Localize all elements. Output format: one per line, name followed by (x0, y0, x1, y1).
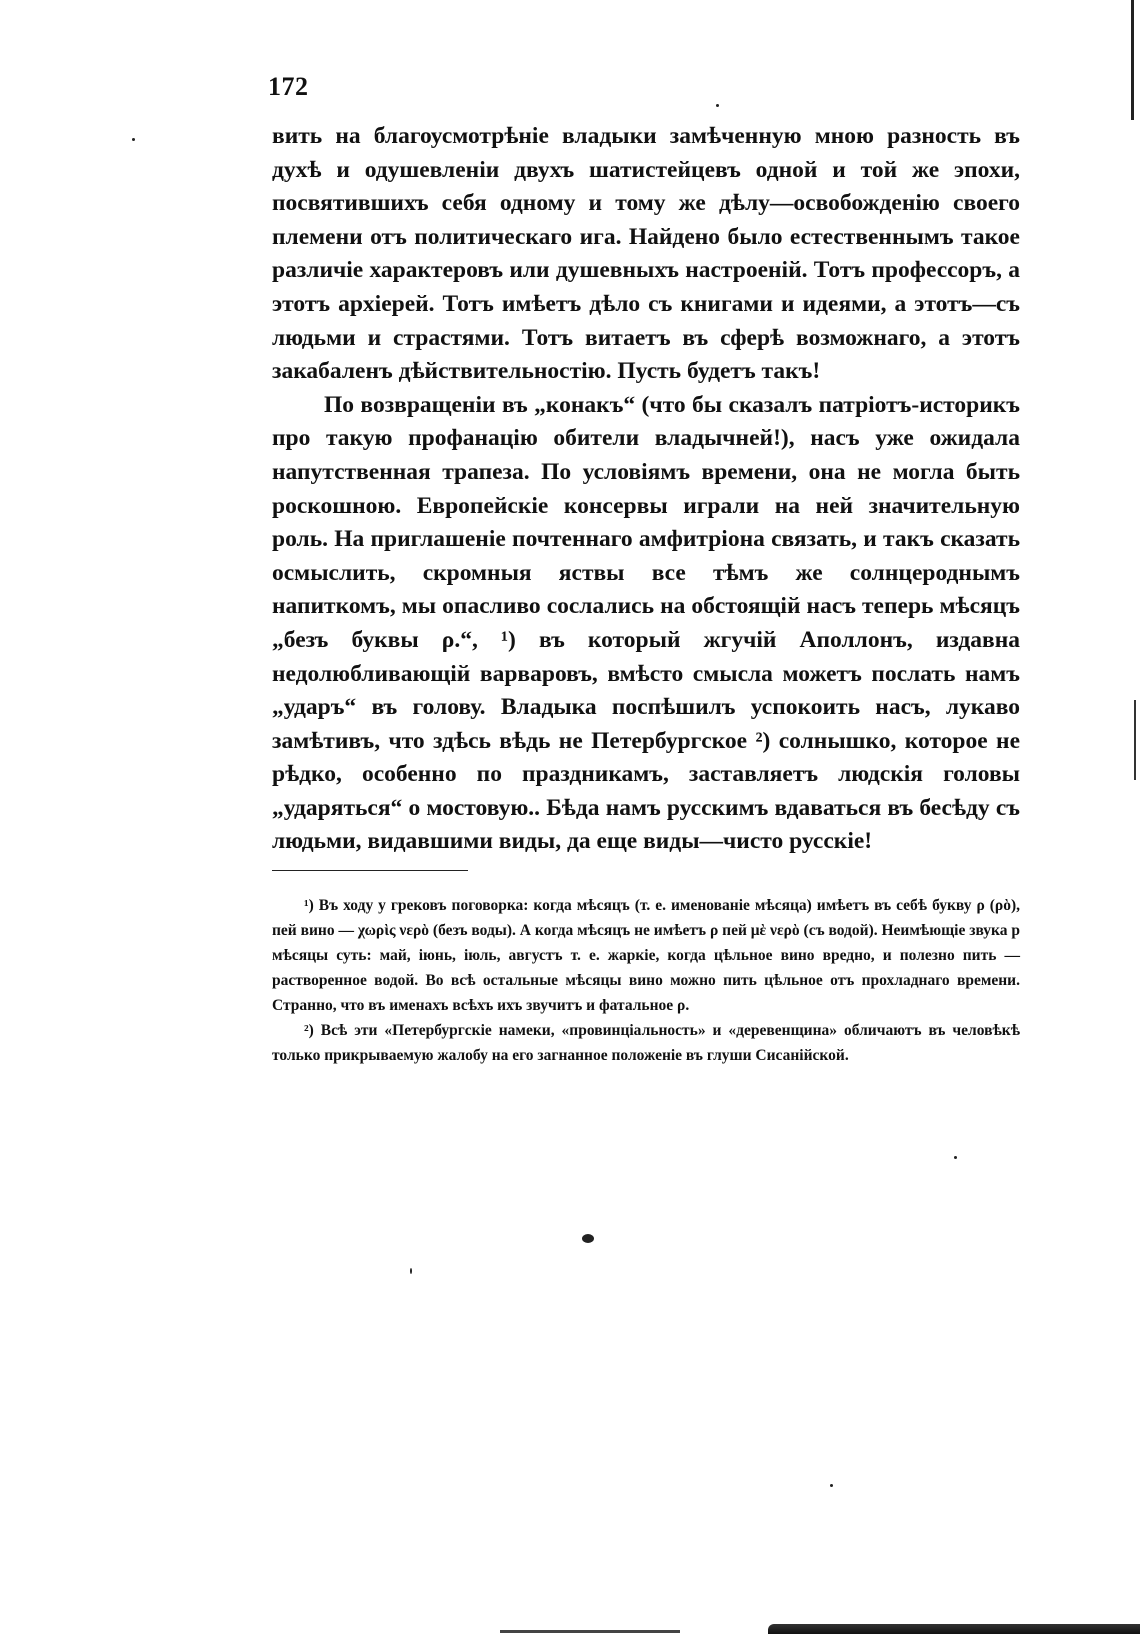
main-text (272, 120, 1020, 859)
scan-speck (582, 1234, 594, 1243)
scan-edge-mark (768, 1624, 1140, 1634)
paragraph: вить на благоусмотрѣніе владыки замѣченную мною разность въ духѣ и одушевленіи двухъ шатистейцевъ одной и той же эпохи, посвятившихъ себя одному и тому же дѣлу—освобожденію своего племени отъ политическаго ига. Найдено было естественнымъ такое различіе характеровъ или душевныхъ настроеній. Тотъ профессоръ, а этотъ архіерей. Тотъ имѣетъ дѣло съ книгами и идеями, а этотъ—съ людьми и страстями. Тотъ витаетъ въ сферѣ возможнаго, а этотъ закабаленъ дѣйствительностію. Пусть будетъ такъ! (272, 123, 1020, 385)
scan-edge-mark (500, 1630, 680, 1633)
scan-speck (132, 138, 135, 141)
scan-speck (830, 1484, 833, 1487)
scan-edge-mark (1131, 0, 1134, 120)
footnotes (272, 893, 1020, 1068)
paragraph: По возвращеніи въ „конакъ“ (что бы сказалъ патріотъ-историкъ про такую профанацію обители владычней!), насъ уже ожидала напутственная трапеза. По условіямъ времени, она не могла быть роскошною. Европейскіе консервы играли на ней значительную роль. На приглашеніе почтеннаго амфитріона связать, и такъ сказать осмыслить, скромныя яствы все тѣмъ же солнцероднымъ напиткомъ, мы опасливо сослались на обстоящій насъ теперь мѣсяцъ „безъ буквы ρ.“, ¹) въ который жгучій Аполлонъ, издавна недолюбливающій варваровъ, вмѣсто смысла можетъ послать намъ „ударъ“ въ голову. Владыка поспѣшилъ успокоить насъ, лукаво замѣтивъ, что здѣсь вѣдь не Петербургское ²) солнышко, которое не рѣдко, особенно по праздникамъ, заставляетъ людскія головы „ударяться“ о мостовую.. Бѣда намъ русскимъ вдаваться въ бесѣду съ людьми, видавшими виды, да еще виды—чисто русскіе! (272, 391, 1020, 855)
scan-speck (410, 1268, 412, 1274)
scan-speck (954, 1156, 957, 1159)
footnote: ¹) Въ ходу у грековъ поговорка: когда мѣсяцъ (т. е. именованіе мѣсяца) имѣетъ въ себѣ букву ρ (ρὸ), пей вино — χωρὶς νερὸ (безъ воды). А когда мѣсяцъ не имѣетъ ρ пей μὲ νερὸ (съ водой). Неимѣющіе звука p мѣсяцы суть: май, іюнь, іюль, августъ т. е. жаркіе, когда цѣльное вино вредно, и полезно пить — растворенное водой. Во всѣ остальные мѣсяцы вино можно пить цѣльное отъ прохладнаго времени. Странно, что въ именахъ всѣхъ ихъ звучитъ и фатальное ρ. (272, 897, 1020, 1014)
footnote-divider (272, 870, 468, 871)
scan-speck (716, 104, 719, 107)
footnote: ²) Всѣ эти «Петербургскіе намеки, «провинціальность» и «деревенщина» обличаютъ въ человѣкѣ только прикрываемую жалобу на его загнанное положеніе въ глуши Сисанійской. (272, 1022, 1020, 1064)
page-number: 172 (268, 72, 309, 101)
scan-edge-mark (1134, 700, 1136, 780)
